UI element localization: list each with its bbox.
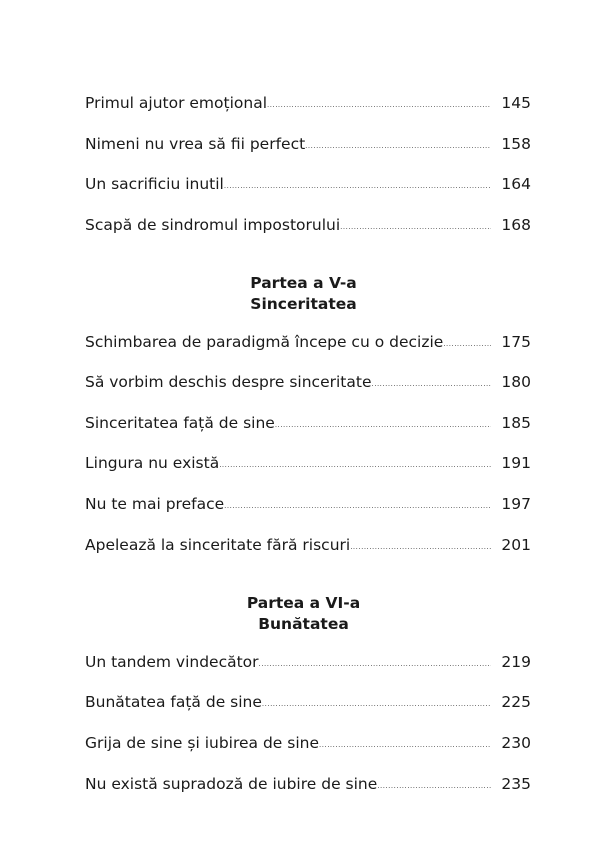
toc-entry-title: Bunătatea față de sine <box>85 693 262 711</box>
toc-entry-page: 175 <box>501 333 531 351</box>
toc-entry-page: 185 <box>501 414 531 432</box>
toc-entry-title: Nu te mai preface <box>85 495 225 513</box>
toc-leader-dots <box>224 174 492 194</box>
part-heading <box>0 273 607 315</box>
part-heading <box>0 593 607 635</box>
toc-entry <box>85 91 531 113</box>
toc-entry-page: 230 <box>501 734 531 752</box>
toc-leader-dots <box>224 494 491 514</box>
toc-entry-page: 225 <box>501 693 531 711</box>
toc-entry-page: 191 <box>501 454 531 472</box>
toc-entry-title: Primul ajutor emoțional <box>85 94 268 112</box>
toc-entry <box>85 370 531 392</box>
part-name: Bunătatea <box>258 615 349 633</box>
toc-leader-dots <box>372 372 492 392</box>
toc-entry <box>85 690 531 712</box>
toc-entry-title: Sinceritatea față de sine <box>85 414 275 432</box>
toc-entry-title: Să vorbim deschis despre sinceritate <box>85 373 372 391</box>
toc-entry-page: 201 <box>501 536 531 554</box>
part-label: Partea a V-a <box>250 274 357 292</box>
toc-entry-title: Lingura nu există <box>85 454 220 472</box>
toc-entry <box>85 772 531 794</box>
toc-entry-title: Nu există supradoză de iubire de sine <box>85 775 378 793</box>
toc-leader-dots <box>377 774 491 794</box>
toc-entry-page: 158 <box>501 135 531 153</box>
toc-entry-title: Schimbarea de paradigmă începe cu o decizie <box>85 333 444 351</box>
toc-leader-dots <box>259 652 492 672</box>
toc-leader-dots <box>443 332 491 352</box>
toc-entry-title: Scapă de sindromul impostorului <box>85 216 341 234</box>
toc-entry-page: 219 <box>501 653 531 671</box>
toc-entry <box>85 492 531 514</box>
toc-entry-page: 145 <box>501 94 531 112</box>
toc-entry <box>85 731 531 753</box>
toc-leader-dots <box>267 93 491 113</box>
toc-entry-title: Un tandem vindecător <box>85 653 259 671</box>
toc-leader-dots <box>219 453 491 473</box>
toc-entry <box>85 213 531 235</box>
toc-leader-dots <box>319 733 491 753</box>
toc-entry-page: 235 <box>501 775 531 793</box>
toc-entry-page: 164 <box>501 175 531 193</box>
toc-leader-dots <box>262 692 492 712</box>
toc-entry <box>85 411 531 433</box>
toc-leader-dots <box>350 535 491 555</box>
toc-entry-title: Grija de sine și iubirea de sine <box>85 734 320 752</box>
toc-entry <box>85 451 531 473</box>
toc-entry-title: Un sacrificiu inutil <box>85 175 224 193</box>
toc-leader-dots <box>340 215 491 235</box>
toc-entry <box>85 172 531 194</box>
part-name: Sinceritatea <box>250 295 357 313</box>
part-label: Partea a VI-a <box>246 594 361 612</box>
toc-entry-title: Nimeni nu vrea să fii perfect <box>85 135 306 153</box>
toc-entry <box>85 533 531 555</box>
toc-entry-page: 168 <box>501 216 531 234</box>
toc-entry <box>85 330 531 352</box>
toc-entry <box>85 132 531 154</box>
toc-entry-page: 197 <box>501 495 531 513</box>
toc-entry-page: 180 <box>501 373 531 391</box>
toc-leader-dots <box>305 134 491 154</box>
toc-entry-title: Apelează la sinceritate fără riscuri <box>85 536 351 554</box>
toc-leader-dots <box>275 413 492 433</box>
toc-entry <box>85 650 531 672</box>
